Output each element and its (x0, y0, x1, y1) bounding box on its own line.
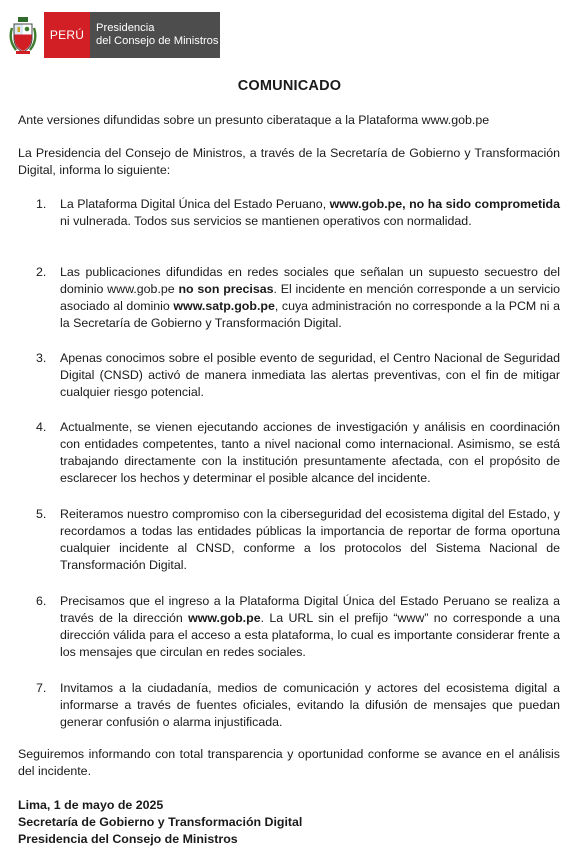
document-title: COMUNICADO (237, 78, 342, 94)
closing-paragraph: Seguiremos informando con total transparencia y oportunidad conforme se avance en el análisis del incidente. (18, 747, 560, 778)
list-item-number: 6. (36, 594, 47, 608)
list-item-number: 4. (36, 420, 47, 434)
list-item-text (60, 680, 560, 731)
text-run: Invitamos a la ciudadanía, medios de comunicación y actores del ecosistema digital a informarse a través de fuentes oficiales, evitando la difusión de mensajes que puedan generar confusión o alarma injustificada. (60, 681, 560, 729)
bold-text-run: no son precisas (178, 282, 274, 296)
signature-line-2: Presidencia del Consejo de Ministros (18, 832, 238, 846)
list-item-text (60, 350, 560, 401)
list-item-text (60, 506, 560, 574)
list-item-text (60, 593, 560, 661)
text-run: , cuya administración no corresponde a la PCM ni a la Secretaría de Gobierno y Transformación Digital. (60, 299, 560, 330)
list-item-number: 5. (36, 507, 47, 521)
list-item-number: 2. (36, 265, 47, 279)
text-run: Actualmente, se vienen ejecutando acciones de investigación y análisis en coordinación con entidades competentes, tanto a nivel nacional como internacional. Asimismo, se está trabajando directamente con la institución presuntamente afectada, con el propósito de esclarecer los hechos y determinar el posible alcance del incidente. (60, 420, 560, 485)
coat-of-arms-icon (6, 12, 40, 58)
intro-paragraph: Ante versiones difundidas sobre un presunto ciberataque a la Plataforma www.gob.pe (18, 113, 490, 127)
bold-text-run: www.gob.pe (329, 197, 403, 211)
org-name-line2: del Consejo de Ministros (96, 35, 219, 47)
pcm-logo (6, 12, 220, 58)
org-name-line1: Presidencia (96, 22, 155, 34)
text-run: ni vulnerada. Todos sus servicios se mantienen operativos con normalidad. (60, 214, 472, 228)
text-run: . El incidente en mención corresponde a un servicio asociado al dominio (60, 282, 560, 313)
list-item-number: 7. (36, 681, 47, 695)
text-run: Reiteramos nuestro compromiso con la ciberseguridad del ecosistema digital del Estado, y recordamos a todas las entidades públicas la importancia de reportar de forma oportuna cualquier incidente al CNSD, conforme a los protocolos del Sistema Nacional de Transformación Digital. (60, 507, 560, 572)
text-run: Las publicaciones difundidas en redes sociales que señalan un supuesto secuestro del dominio www.gob.pe (60, 265, 560, 296)
list-item-text (60, 419, 560, 487)
signature-line-1: Secretaría de Gobierno y Transformación Digital (18, 815, 303, 829)
list-item-number: 3. (36, 351, 47, 365)
org-name-box (90, 12, 220, 58)
list-item-text (60, 264, 560, 332)
bold-text-run: no ha sido comprometida (409, 197, 560, 211)
flag-text: PERÚ (49, 28, 85, 42)
list-item-text (60, 196, 560, 230)
list-item-number: 1. (36, 197, 47, 211)
lead-paragraph: La Presidencia del Consejo de Ministros, a través de la Secretaría de Gobierno y Transformación Digital, informa lo siguiente: (18, 146, 560, 177)
bold-text-run: , (402, 197, 410, 211)
text-run: Apenas conocimos sobre el posible evento de seguridad, el Centro Nacional de Seguridad Digital (CNSD) activó de manera inmediata las alertas preventivas, con el fin de mitigar cualquier riesgo potencial. (60, 351, 560, 399)
bold-text-run: www.satp.gob.pe (173, 299, 275, 313)
text-run: Precisamos que el ingreso a la Plataforma Digital Única del Estado Peruano se realiza a través de la dirección (60, 594, 560, 625)
text-run: La Plataforma Digital Única del Estado Peruano, (60, 197, 330, 211)
bold-text-run: www.gob.pe (188, 611, 261, 625)
signature-place-date: Lima, 1 de mayo de 2025 (18, 798, 164, 812)
text-run: . La URL sin el prefijo “www” no corresponde a una dirección válida para el acceso a esta plataforma, lo cual es importante considerar frente a los mensajes que circulan en redes sociales. (60, 611, 560, 659)
peru-flag-label (44, 12, 90, 58)
